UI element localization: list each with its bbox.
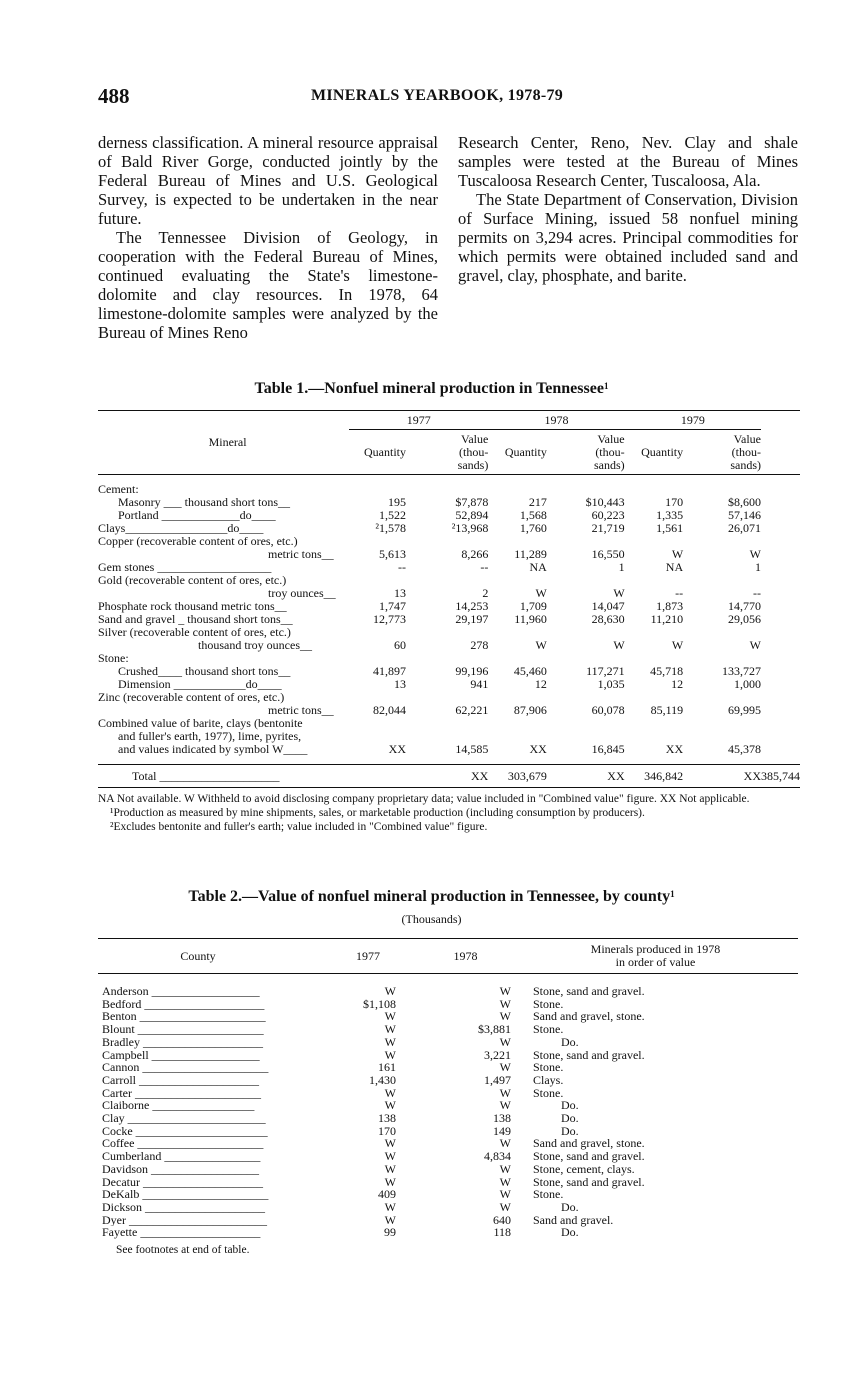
table-cell bbox=[683, 717, 761, 730]
table-row bbox=[98, 1150, 798, 1163]
table-row bbox=[98, 985, 798, 998]
row-label: Clays_________________do____ bbox=[98, 521, 264, 535]
county-name: Bedford ____________________ bbox=[102, 997, 265, 1011]
table-cell: 1,000 bbox=[734, 677, 761, 691]
col-header-quantity: Quantity bbox=[364, 444, 406, 459]
row-label: thousand troy ounces__ bbox=[198, 638, 312, 652]
table-cell: 170 bbox=[665, 495, 684, 509]
minerals-list: Stone, cement, clays. bbox=[533, 1161, 635, 1176]
table2-title-footnote-mark: 1 bbox=[670, 889, 675, 899]
table-cell: 85,119 bbox=[650, 703, 684, 717]
table-cell: 29,197 bbox=[455, 612, 489, 626]
col-header-quantity: Quantity bbox=[504, 444, 547, 459]
col-header-value: Value (thou- sands) bbox=[730, 431, 761, 472]
table-row bbox=[98, 1074, 798, 1087]
row-label: Phosphate rock thousand metric tons__ bbox=[98, 599, 287, 613]
table-row bbox=[98, 1188, 798, 1201]
table-cell: 1,747 bbox=[379, 599, 406, 613]
row-label: Silver (recoverable content of ores, etc.) bbox=[98, 625, 291, 639]
minerals-list: Sand and gravel, stone. bbox=[533, 1009, 645, 1024]
table-row bbox=[98, 1099, 798, 1112]
minerals-list: Do. bbox=[561, 1034, 579, 1049]
minerals-list: Do. bbox=[561, 1111, 579, 1126]
table-row bbox=[98, 1125, 798, 1138]
county-name: Dyer _______________________ bbox=[102, 1213, 267, 1227]
table-cell: 5,613 bbox=[379, 547, 406, 561]
county-name: Anderson __________________ bbox=[102, 985, 260, 998]
table-cell: 57,146 bbox=[728, 508, 761, 522]
value-1978: W bbox=[499, 1161, 511, 1176]
table-cell: 2 bbox=[482, 586, 489, 600]
table-cell: 11,289 bbox=[514, 547, 547, 561]
minerals-list: Stone. bbox=[533, 996, 564, 1011]
table-row bbox=[98, 743, 800, 756]
value-1977: 138 bbox=[378, 1111, 396, 1126]
table-row bbox=[98, 691, 800, 704]
col-header-1978: 1978 bbox=[453, 948, 478, 963]
table-cell: 1,335 bbox=[656, 508, 684, 522]
table-cell: 278 bbox=[470, 638, 489, 652]
page-header bbox=[98, 84, 798, 108]
table-row bbox=[98, 639, 800, 652]
table-cell: 12 bbox=[534, 677, 547, 691]
col-header-1977: 1977 bbox=[356, 948, 380, 963]
table-cell: 45,460 bbox=[513, 664, 547, 678]
value-1977: W bbox=[384, 1022, 396, 1037]
table-row bbox=[98, 1023, 798, 1036]
value-1978: W bbox=[499, 1174, 511, 1189]
table-cell: 12,773 bbox=[373, 612, 406, 626]
county-name: Clay _______________________ bbox=[102, 1112, 266, 1125]
value-1977: W bbox=[384, 984, 396, 998]
minerals-list: Do. bbox=[561, 1199, 579, 1214]
table-row bbox=[98, 1087, 798, 1100]
table-cell: 14,585 bbox=[455, 742, 489, 756]
paragraph: Research Center, Reno, Nev. Clay and shale samples were tested at the Bureau of Mines Tuscaloosa Research Center, Tuscaloosa, Ala. bbox=[458, 133, 798, 190]
value-1977: W bbox=[384, 1174, 396, 1189]
table-cell: 1 bbox=[755, 560, 761, 574]
minerals-list: Do. bbox=[561, 1123, 579, 1138]
table-cell: 60,223 bbox=[591, 508, 625, 522]
value-1978: W bbox=[499, 1136, 511, 1151]
row-label: metric tons__ bbox=[268, 703, 334, 717]
table-cell bbox=[625, 717, 684, 730]
county-name: Campbell __________________ bbox=[102, 1048, 260, 1062]
table-cell: W bbox=[749, 547, 761, 561]
table-row bbox=[98, 1061, 798, 1074]
total-cell: 346,842 bbox=[644, 768, 684, 783]
table-cell: W bbox=[749, 638, 761, 652]
value-1977: W bbox=[384, 1161, 396, 1176]
table-cell: 217 bbox=[528, 495, 547, 509]
total-cell: XX bbox=[471, 768, 489, 783]
minerals-list: Clays. bbox=[533, 1072, 564, 1087]
row-label: Portland _____________do____ bbox=[118, 508, 276, 522]
table2-title bbox=[0, 888, 863, 906]
value-1977: 99 bbox=[384, 1225, 396, 1240]
value-1977: W bbox=[384, 1085, 396, 1100]
year-header-1979: 1979 bbox=[625, 411, 761, 430]
table-row bbox=[98, 1214, 798, 1227]
table-cell: 45,378 bbox=[728, 742, 761, 756]
table-cell: 14,253 bbox=[455, 599, 489, 613]
year-header-1978: 1978 bbox=[488, 411, 624, 430]
value-1978: 118 bbox=[493, 1225, 511, 1240]
table-cell: 62,221 bbox=[455, 703, 489, 717]
table-cell: -- bbox=[398, 560, 406, 574]
year-header-1977: 1977 bbox=[349, 411, 488, 430]
table-cell: 87,906 bbox=[513, 703, 547, 717]
table-cell: 60 bbox=[394, 638, 406, 652]
table1-note: ¹Production as measured by mine shipments, sales, or marketable production (including consumption by producers). bbox=[110, 807, 645, 819]
table-cell bbox=[406, 717, 488, 730]
table-cell: ²13,968 bbox=[451, 521, 489, 535]
minerals-list: Stone. bbox=[533, 1187, 564, 1202]
table-cell: 1,873 bbox=[656, 599, 684, 613]
table-cell: 1 bbox=[618, 560, 625, 574]
minerals-list: Stone. bbox=[533, 1022, 564, 1037]
value-1978: W bbox=[499, 1009, 511, 1024]
table-row bbox=[98, 998, 798, 1011]
minerals-list: Stone. bbox=[533, 1060, 564, 1075]
table-cell: 52,894 bbox=[455, 508, 489, 522]
row-label: Sand and gravel _ thousand short tons__ bbox=[98, 612, 293, 626]
table1-notes bbox=[98, 792, 800, 834]
table2-body bbox=[98, 974, 798, 1240]
value-1978: W bbox=[499, 996, 511, 1011]
col-header-county: County bbox=[180, 948, 216, 963]
running-title: MINERALS YEARBOOK, 1978-79 bbox=[311, 87, 564, 104]
value-1977: W bbox=[384, 1034, 396, 1049]
value-1977: W bbox=[384, 1199, 396, 1214]
minerals-list: Stone, sand and gravel. bbox=[533, 1047, 645, 1062]
table-cell: 941 bbox=[470, 677, 489, 691]
table-cell: 1,561 bbox=[656, 521, 684, 535]
value-1977: 409 bbox=[378, 1187, 396, 1202]
row-label: troy ounces__ bbox=[268, 586, 336, 600]
minerals-list: Stone, sand and gravel. bbox=[533, 1174, 645, 1189]
table-cell: -- bbox=[753, 586, 761, 600]
minerals-list: Stone, sand and gravel. bbox=[533, 984, 645, 998]
row-label: Dimension ____________do____ bbox=[118, 677, 282, 691]
table-cell: 99,196 bbox=[455, 664, 489, 678]
value-1978: $3,881 bbox=[478, 1022, 511, 1037]
table-cell: 29,056 bbox=[728, 612, 761, 626]
table-cell: 8,266 bbox=[461, 547, 489, 561]
table2-title-text: Table 2.—Value of nonfuel mineral production in Tennessee, by county bbox=[188, 888, 671, 905]
minerals-list: Sand and gravel, stone. bbox=[533, 1136, 645, 1151]
table-cell: 14,047 bbox=[591, 599, 625, 613]
table-cell: NA bbox=[665, 560, 684, 574]
table-cell: -- bbox=[675, 586, 684, 600]
table-row bbox=[98, 1112, 798, 1125]
county-name: Carter _____________________ bbox=[102, 1086, 261, 1100]
table-cell: 117,271 bbox=[586, 664, 625, 678]
table1-note: NA Not available. W Withheld to avoid disclosing company proprietary data; value included in "Combined value" figure. XX Not applicable. bbox=[98, 793, 750, 805]
table-cell: 1,760 bbox=[519, 521, 547, 535]
county-name: Carroll ____________________ bbox=[102, 1073, 259, 1087]
table-cell bbox=[488, 717, 547, 730]
table-cell: 1,568 bbox=[519, 508, 547, 522]
text-column-right bbox=[458, 133, 798, 285]
value-1978: 1,497 bbox=[484, 1072, 511, 1087]
table-cell: W bbox=[613, 586, 625, 600]
text-column-left bbox=[98, 133, 438, 342]
value-1978: W bbox=[499, 1034, 511, 1049]
value-1977: W bbox=[384, 1009, 396, 1024]
row-label: Gem stones ___________________ bbox=[98, 560, 272, 574]
table-row bbox=[98, 535, 800, 548]
col-header-mineral: Mineral bbox=[98, 411, 349, 475]
row-label: and values indicated by symbol W____ bbox=[118, 742, 308, 756]
row-label: Zinc (recoverable content of ores, etc.) bbox=[98, 690, 285, 704]
table-row bbox=[98, 1036, 798, 1049]
table-cell: W bbox=[671, 638, 684, 652]
row-label: Copper (recoverable content of ores, etc.) bbox=[98, 534, 298, 548]
county-name: Cannon _____________________ bbox=[102, 1061, 269, 1074]
table-cell: 21,719 bbox=[591, 521, 625, 535]
table-cell: 11,960 bbox=[514, 612, 547, 626]
table-cell: ²1,578 bbox=[375, 521, 406, 535]
paragraph: The Tennessee Division of Geology, in cooperation with the Federal Bureau of Mines, continued evaluating the State's limestone-dolomite and clay resources. In 1978, 64 limestone-dolomite samples were analyzed by the Bureau of Mines Reno bbox=[98, 228, 438, 342]
county-name: Cumberland ________________ bbox=[102, 1150, 261, 1163]
value-1977: W bbox=[384, 1212, 396, 1227]
table-cell bbox=[683, 574, 761, 587]
total-cell: XX bbox=[743, 768, 761, 783]
minerals-list: Do. bbox=[561, 1225, 579, 1240]
table-cell: 60,078 bbox=[591, 703, 625, 717]
table-row bbox=[98, 1201, 798, 1214]
table-cell: NA bbox=[529, 560, 547, 574]
table-cell: 45,718 bbox=[650, 664, 684, 678]
value-1978: W bbox=[499, 1085, 511, 1100]
table-cell bbox=[349, 717, 406, 730]
row-label: Stone: bbox=[98, 651, 129, 665]
county-name: Blount _____________________ bbox=[102, 1023, 264, 1036]
table-cell: 12 bbox=[671, 677, 684, 691]
value-1977: 170 bbox=[378, 1123, 396, 1138]
county-name: Coffee _____________________ bbox=[102, 1137, 264, 1151]
value-1977: 161 bbox=[378, 1060, 396, 1075]
table-cell: W bbox=[535, 638, 547, 652]
table-row bbox=[98, 1010, 798, 1023]
county-name: Fayette ____________________ bbox=[102, 1226, 261, 1240]
table1 bbox=[98, 410, 800, 788]
total-cell: 303,679 bbox=[507, 768, 547, 783]
table-cell: XX bbox=[529, 742, 547, 756]
table-cell bbox=[547, 717, 625, 730]
table-cell: 13 bbox=[394, 677, 406, 691]
value-1977: W bbox=[384, 1149, 396, 1164]
table-cell: 133,727 bbox=[722, 664, 761, 678]
value-1977: 1,430 bbox=[369, 1072, 396, 1087]
table-cell: 1,522 bbox=[379, 508, 406, 522]
total-cell: XX bbox=[607, 768, 625, 783]
value-1978: 138 bbox=[493, 1111, 511, 1126]
county-name: Claiborne _________________ bbox=[102, 1099, 255, 1113]
table-cell: 26,071 bbox=[728, 521, 761, 535]
table-cell: 82,044 bbox=[373, 703, 406, 717]
county-name: Cocke ______________________ bbox=[102, 1124, 268, 1138]
table-row bbox=[98, 1163, 798, 1176]
minerals-list: Stone. bbox=[533, 1085, 564, 1100]
table2 bbox=[98, 938, 798, 1239]
value-1978: 149 bbox=[493, 1123, 511, 1138]
table1-title bbox=[0, 380, 863, 398]
table-cell: W bbox=[671, 547, 684, 561]
value-1978: W bbox=[499, 1199, 511, 1214]
county-name: Decatur ____________________ bbox=[102, 1175, 263, 1189]
table-cell: XX bbox=[388, 742, 406, 756]
value-1978: W bbox=[499, 1060, 511, 1075]
table-cell: 1,035 bbox=[597, 677, 625, 691]
row-label: and fuller's earth, 1977), lime, pyrites, bbox=[118, 729, 302, 743]
value-1977: $1,108 bbox=[363, 996, 396, 1011]
table1-title-text: Table 1.—Nonfuel mineral production in Tennessee bbox=[254, 380, 604, 397]
row-label: Crushed____ thousand short tons__ bbox=[118, 664, 291, 678]
table-row bbox=[98, 1176, 798, 1189]
value-1978: 3,221 bbox=[484, 1047, 511, 1062]
county-name: Benton _____________________ bbox=[102, 1010, 266, 1024]
total-cell: 385,744 bbox=[761, 768, 800, 783]
table-cell: $10,443 bbox=[585, 495, 625, 509]
table1-title-footnote-mark: 1 bbox=[603, 381, 609, 391]
paragraph: derness classification. A mineral resource appraisal of Bald River Gorge, conducted jointly by the Federal Bureau of Mines and U.S. Geological Survey, is expected to be undertaken in the near future. bbox=[98, 133, 438, 228]
page-number: 488 bbox=[98, 84, 130, 108]
row-label: Masonry ___ thousand short tons__ bbox=[118, 495, 290, 509]
table-cell: 195 bbox=[388, 495, 406, 509]
minerals-list: Do. bbox=[561, 1098, 579, 1113]
county-name: Bradley ____________________ bbox=[102, 1035, 263, 1049]
value-1977: W bbox=[384, 1047, 396, 1062]
table-row bbox=[98, 1137, 798, 1150]
county-name: Dickson ____________________ bbox=[102, 1200, 265, 1214]
row-label: Cement: bbox=[98, 482, 139, 496]
row-label: Combined value of barite, clays (bentonite bbox=[98, 716, 303, 730]
value-1978: W bbox=[499, 984, 511, 998]
table-cell bbox=[406, 574, 488, 587]
value-1977: W bbox=[384, 1136, 396, 1151]
minerals-list: Stone, sand and gravel. bbox=[533, 1149, 645, 1164]
table1-note: ²Excludes bentonite and fuller's earth; value included in "Combined value" figure. bbox=[110, 821, 488, 833]
total-label: Total ____________________ bbox=[132, 768, 280, 783]
value-1977: W bbox=[384, 1098, 396, 1113]
col-header-value: Value (thou- sands) bbox=[457, 431, 489, 472]
table2-subtitle: (Thousands) bbox=[401, 912, 462, 926]
col-header-minerals: Minerals produced in 1978 in order of value bbox=[590, 942, 721, 969]
paragraph: The State Department of Conservation, Division of Surface Mining, issued 58 nonfuel mining permits on 3,294 acres. Principal commodities for which permits were obtained included sand and gravel, clay, phosphate, and barite. bbox=[458, 190, 798, 285]
table-cell: 41,897 bbox=[373, 664, 406, 678]
table-cell: $7,878 bbox=[455, 495, 489, 509]
value-1978: 640 bbox=[493, 1212, 511, 1227]
table-cell: 13 bbox=[394, 586, 406, 600]
value-1978: W bbox=[499, 1187, 511, 1202]
table-cell: $8,600 bbox=[728, 495, 761, 509]
minerals-list: Sand and gravel. bbox=[533, 1212, 614, 1227]
table-cell: 11,210 bbox=[650, 612, 684, 626]
table-cell: 69,995 bbox=[728, 703, 761, 717]
table1-body bbox=[98, 475, 800, 765]
table-cell: 1,709 bbox=[519, 599, 547, 613]
table-cell: 14,770 bbox=[728, 599, 761, 613]
col-header-value: Value (thou- sands) bbox=[593, 431, 625, 472]
table-cell: 16,550 bbox=[591, 547, 625, 561]
table-row bbox=[98, 1049, 798, 1062]
table-cell: 28,630 bbox=[591, 612, 625, 626]
table-cell: W bbox=[613, 638, 625, 652]
table-cell: XX bbox=[665, 742, 684, 756]
county-name: Davidson __________________ bbox=[102, 1162, 259, 1176]
table-cell: 16,845 bbox=[591, 742, 625, 756]
value-1978: W bbox=[499, 1098, 511, 1113]
table-cell: W bbox=[535, 586, 547, 600]
table2-footnote: See footnotes at end of table. bbox=[116, 1244, 250, 1256]
row-label: Gold (recoverable content of ores, etc.) bbox=[98, 573, 287, 587]
table-row bbox=[98, 574, 800, 587]
table-row bbox=[98, 1226, 798, 1239]
county-name: DeKalb _____________________ bbox=[102, 1188, 269, 1201]
table-cell: -- bbox=[480, 560, 489, 574]
row-label: metric tons__ bbox=[268, 547, 334, 561]
value-1978: 4,834 bbox=[484, 1149, 511, 1164]
col-header-quantity: Quantity bbox=[641, 444, 684, 459]
